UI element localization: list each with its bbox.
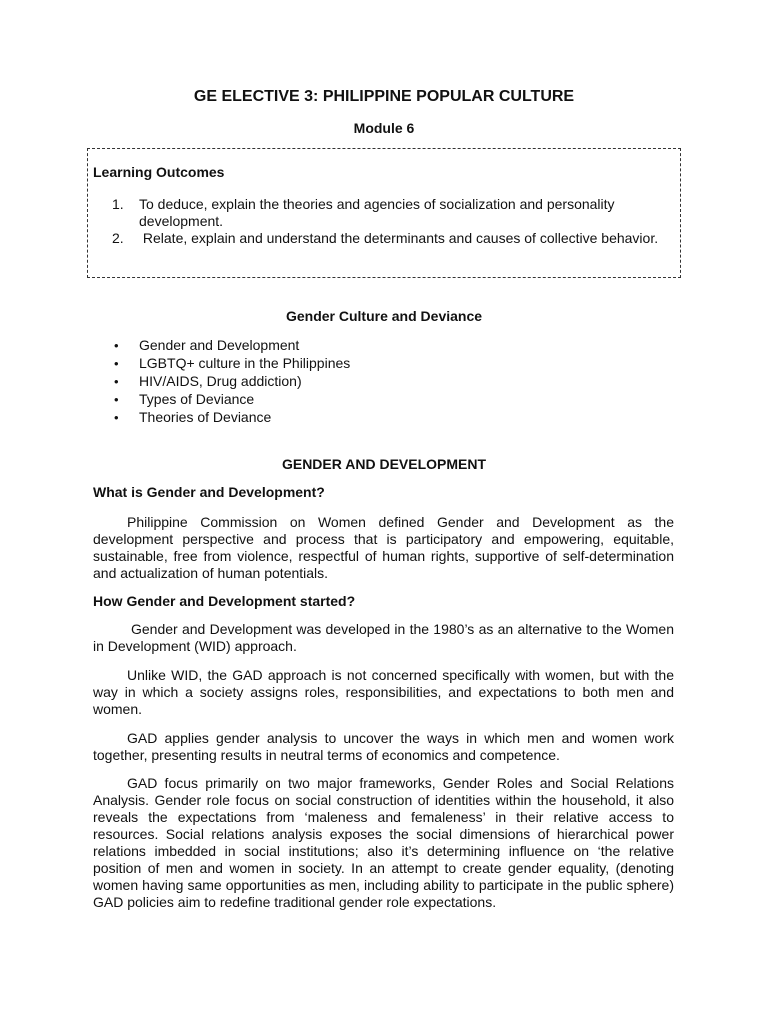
bullet-icon: • (114, 410, 119, 425)
list-item (112, 196, 672, 230)
bullet-icon: • (114, 356, 119, 371)
list-item (114, 409, 350, 427)
learning-outcomes-heading: Learning Outcomes (93, 164, 225, 180)
bullet-icon: • (114, 374, 119, 389)
paragraph: Philippine Commission on Women defined Gender and Development as the development perspective and process that is participatory and empowering, equitable, sustainable, free from violence, respectful of human rights, supportive of self-determination and actualization of human potentials. (93, 514, 674, 581)
paragraph: GAD applies gender analysis to uncover the ways in which men and women work together, presenting results in neutral terms of economics and competence. (93, 730, 674, 763)
list-number: 1. (112, 196, 124, 212)
list-number: 2. (112, 230, 124, 246)
topic-text: Theories of Deviance (139, 409, 272, 425)
learning-outcomes-box (87, 148, 681, 278)
list-text: To deduce, explain the theories and agencies of socialization and personality development. (139, 196, 615, 229)
topic-text: HIV/AIDS, Drug addiction) (139, 373, 302, 389)
question-heading: How Gender and Development started? (93, 593, 356, 609)
list-text: Relate, explain and understand the determinants and causes of collective behavior. (139, 230, 659, 246)
list-item (114, 391, 350, 409)
course-title: GE ELECTIVE 3: PHILIPPINE POPULAR CULTURE (193, 88, 575, 105)
gad-section-title: GENDER AND DEVELOPMENT (281, 456, 487, 472)
list-item (114, 373, 350, 391)
paragraph: Unlike WID, the GAD approach is not concerned specifically with women, but with the way in which a society assigns roles, responsibilities, and expectations to both men and women. (93, 667, 674, 717)
list-item (112, 230, 672, 247)
list-item (114, 355, 350, 373)
question-heading: What is Gender and Development? (93, 484, 325, 500)
topic-text: Gender and Development (139, 337, 300, 353)
bullet-icon: • (114, 392, 119, 407)
paragraph: GAD focus primarily on two major frameworks, Gender Roles and Social Relations Analysis. Gender role focus on social construction of identities within the household, it also reveals the expectations from ‘maleness and femaleness’ in their relative access to resources. Social relations analysis exposes the social dimensions of hierarchical power relations imbedded in social institutions; also it’s determining influence on ‘the relative position of men and women in society. In an attempt to create gender equality, (denoting women having same opportunities as men, including ability to participate in the public sphere) GAD policies aim to redefine traditional gender role expectations. (93, 775, 674, 910)
paragraph: Gender and Development was developed in the 1980’s as an alternative to the Women in Development (WID) approach. (93, 621, 674, 654)
module-label: Module 6 (353, 120, 415, 136)
topic-text: LGBTQ+ culture in the Philippines (139, 355, 351, 371)
topic-text: Types of Deviance (139, 391, 255, 407)
bullet-icon: • (114, 338, 119, 353)
list-item (114, 337, 350, 355)
topics-section-title: Gender Culture and Deviance (285, 308, 483, 324)
learning-outcomes-list (112, 196, 672, 247)
topics-list (114, 337, 350, 427)
